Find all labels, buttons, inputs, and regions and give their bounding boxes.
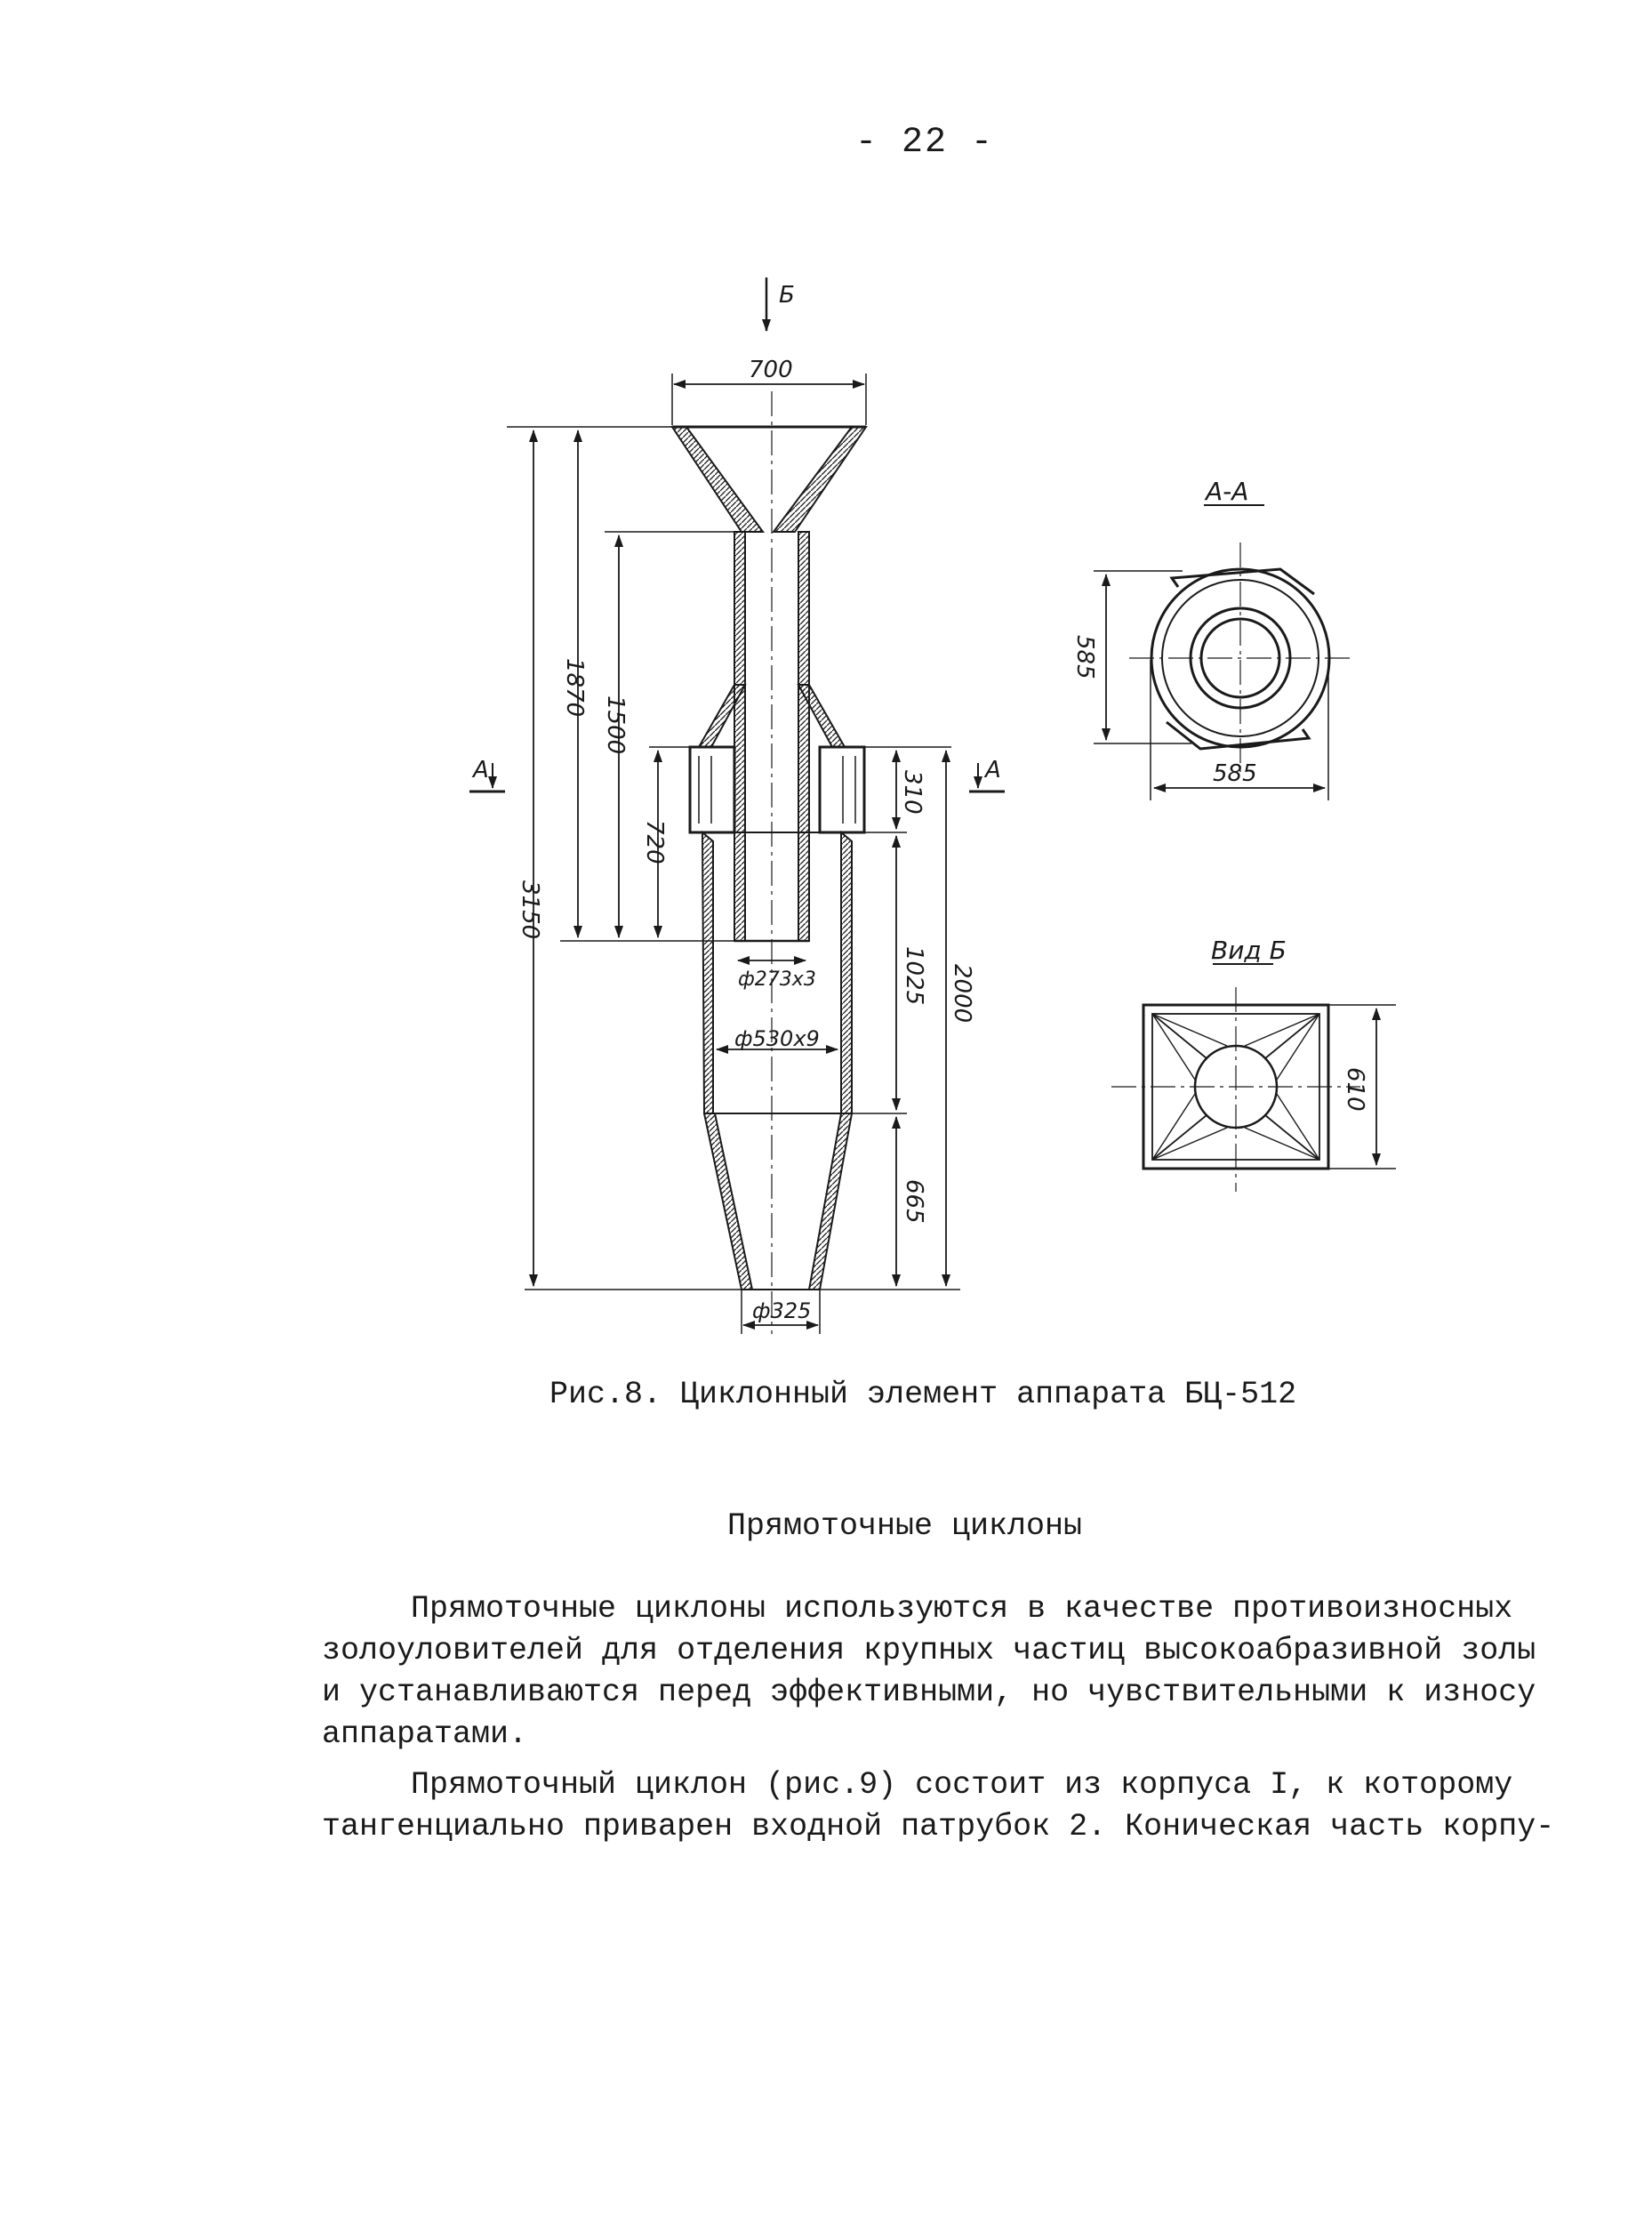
dim-700: 700 <box>749 357 793 383</box>
dim-section-585-v: 585 <box>1071 635 1098 679</box>
paragraph-line: Прямоточные циклоны используются в качестве противоизносных <box>411 1591 1513 1627</box>
dim-view-610: 610 <box>1342 1067 1368 1112</box>
section-aa-title: А-А <box>1206 477 1249 506</box>
section-aa <box>1094 505 1351 800</box>
paragraph-2 <box>322 1764 1555 1848</box>
dim-section-585-h: 585 <box>1213 760 1257 787</box>
paragraph-line: золоуловителей для отделения крупных частиц высокоабразивной золы <box>322 1633 1536 1668</box>
dim-pipe-273: ф273х3 <box>738 968 816 991</box>
paragraph-line: Прямоточный циклон (рис.9) состоит из корпуса I, к которому <box>411 1767 1513 1803</box>
dim-665: 665 <box>901 1179 927 1224</box>
section-mark-right: А <box>985 757 1001 784</box>
paragraph-line: тангенциально приварен входной патрубок 2. Коническая часть корпу- <box>322 1809 1555 1844</box>
dim-3150: 3150 <box>517 880 543 940</box>
dim-pipe-530: ф530х9 <box>734 1026 820 1051</box>
dim-1500: 1500 <box>602 695 629 755</box>
section-title: Прямоточные циклоны <box>727 1508 1083 1544</box>
paragraph-1 <box>322 1588 1536 1756</box>
section-mark-left: А <box>473 757 489 784</box>
page-number: - 22 - <box>854 123 995 163</box>
dim-2000: 2000 <box>949 964 975 1024</box>
dim-pipe-325: ф325 <box>752 1298 812 1323</box>
view-arrow-label: Б <box>779 282 795 309</box>
dim-310: 310 <box>899 770 926 815</box>
dim-1025: 1025 <box>901 946 927 1006</box>
dim-720: 720 <box>641 820 668 864</box>
paragraph-line: и устанавливаются перед эффективными, но чувствительными к износу <box>322 1675 1536 1710</box>
figure-caption: Рис.8. Циклонный элемент аппарата БЦ-512 <box>549 1377 1297 1412</box>
view-b-title: Вид Б <box>1211 936 1287 965</box>
paragraph-line: аппаратами. <box>322 1716 528 1752</box>
dim-1870: 1870 <box>561 658 588 718</box>
